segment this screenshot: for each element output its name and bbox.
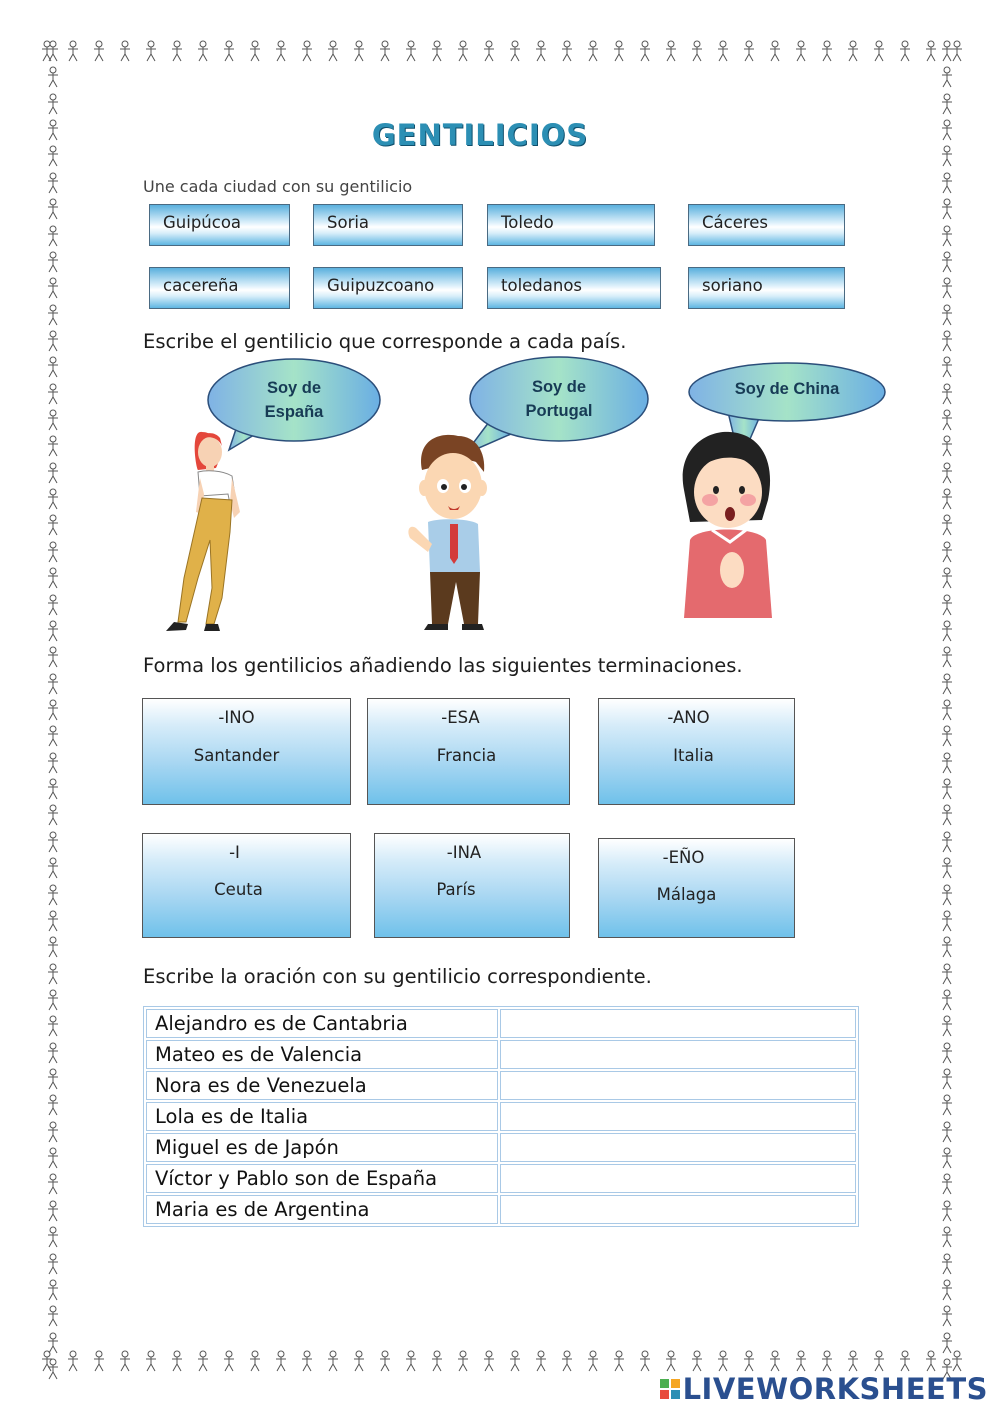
figure-border-icon bbox=[482, 40, 496, 62]
suffix-box-i[interactable] bbox=[142, 833, 351, 938]
figure-border-icon bbox=[940, 567, 954, 589]
figure-border-icon bbox=[46, 488, 60, 510]
city-chip-soria[interactable]: Soria bbox=[313, 204, 463, 246]
figure-border-icon bbox=[46, 673, 60, 695]
figure-border-icon bbox=[248, 1350, 262, 1372]
figure-border-icon bbox=[46, 1068, 60, 1090]
city-chip-guipucoa[interactable]: Guipúcoa bbox=[149, 204, 290, 246]
suffix-label: -ESA bbox=[441, 708, 480, 727]
figure-border-icon bbox=[940, 989, 954, 1011]
figure-border-icon bbox=[940, 1147, 954, 1169]
figure-border-icon bbox=[898, 40, 912, 62]
figure-border-icon bbox=[560, 1350, 574, 1372]
figure-border-icon bbox=[46, 1015, 60, 1037]
answer-input[interactable] bbox=[501, 1010, 855, 1037]
figure-border-icon bbox=[898, 1350, 912, 1372]
figure-border-icon bbox=[940, 172, 954, 194]
figure-border-icon bbox=[940, 804, 954, 826]
figure-border-icon bbox=[46, 1226, 60, 1248]
figure-border-icon bbox=[690, 1350, 704, 1372]
figure-border-icon bbox=[46, 1279, 60, 1301]
figure-border-icon bbox=[248, 40, 262, 62]
liveworksheets-logo[interactable] bbox=[660, 1372, 988, 1406]
figure-border-icon bbox=[940, 1305, 954, 1327]
figure-border-icon bbox=[46, 752, 60, 774]
answer-input[interactable] bbox=[501, 1041, 855, 1068]
figure-border-icon bbox=[940, 514, 954, 536]
figure-border-icon bbox=[404, 40, 418, 62]
figure-border-icon bbox=[560, 40, 574, 62]
bubble-text-line1: Soy de bbox=[531, 378, 587, 396]
figure-border-icon bbox=[118, 40, 132, 62]
figure-border-icon bbox=[940, 936, 954, 958]
sentence-table bbox=[143, 1006, 859, 1227]
figure-border-icon bbox=[46, 514, 60, 536]
figure-border-icon bbox=[940, 304, 954, 326]
figure-border-icon bbox=[820, 1350, 834, 1372]
figure-border-icon bbox=[940, 409, 954, 431]
speech-bubble-portugal bbox=[469, 356, 649, 442]
figure-border-icon bbox=[46, 198, 60, 220]
figure-border-icon bbox=[940, 225, 954, 247]
page-border-left bbox=[40, 40, 66, 1380]
figure-border-icon bbox=[940, 1279, 954, 1301]
figure-border-icon bbox=[170, 1350, 184, 1372]
figure-border-icon bbox=[46, 1042, 60, 1064]
answer-cell bbox=[500, 1009, 856, 1038]
answer-input[interactable] bbox=[501, 1165, 855, 1192]
figure-border-icon bbox=[118, 1350, 132, 1372]
answer-cell bbox=[500, 1195, 856, 1224]
figure-border-icon bbox=[66, 40, 80, 62]
place-label: Italia bbox=[673, 746, 714, 765]
figure-border-icon bbox=[46, 277, 60, 299]
figure-border-icon bbox=[46, 963, 60, 985]
figure-border-icon bbox=[940, 462, 954, 484]
city-chip-caceres[interactable]: Cáceres bbox=[688, 204, 845, 246]
figure-border-icon bbox=[940, 93, 954, 115]
girl-illustration bbox=[676, 430, 776, 622]
suffix-label: -EÑO bbox=[662, 848, 705, 867]
figure-border-icon bbox=[940, 1200, 954, 1222]
suffix-box-ino[interactable] bbox=[142, 698, 351, 805]
figure-border-icon bbox=[300, 1350, 314, 1372]
woman-illustration bbox=[160, 428, 255, 634]
figure-border-icon bbox=[940, 725, 954, 747]
figure-border-icon bbox=[820, 40, 834, 62]
figure-border-icon bbox=[46, 646, 60, 668]
figure-border-icon bbox=[638, 40, 652, 62]
figure-border-icon bbox=[664, 40, 678, 62]
figure-border-icon bbox=[742, 40, 756, 62]
speech-bubble-china bbox=[688, 362, 886, 422]
figure-border-icon bbox=[456, 1350, 470, 1372]
figure-border-icon bbox=[534, 1350, 548, 1372]
figure-border-icon bbox=[46, 93, 60, 115]
figure-border-icon bbox=[612, 40, 626, 62]
figure-border-icon bbox=[940, 699, 954, 721]
figure-border-icon bbox=[46, 66, 60, 88]
table-row bbox=[146, 1133, 856, 1162]
logo-text: LIVEWORKSHEETS bbox=[682, 1372, 988, 1406]
figure-border-icon bbox=[46, 725, 60, 747]
figure-border-icon bbox=[170, 40, 184, 62]
figure-border-icon bbox=[46, 330, 60, 352]
figure-border-icon bbox=[940, 963, 954, 985]
figure-border-icon bbox=[940, 778, 954, 800]
figure-border-icon bbox=[508, 40, 522, 62]
answer-input[interactable] bbox=[501, 1196, 855, 1223]
figure-border-icon bbox=[940, 831, 954, 853]
figure-border-icon bbox=[46, 1305, 60, 1327]
figure-border-icon bbox=[46, 409, 60, 431]
figure-border-icon bbox=[66, 1350, 80, 1372]
figure-border-icon bbox=[940, 488, 954, 510]
sentence-cell: Miguel es de Japón bbox=[146, 1133, 498, 1162]
figure-border-icon bbox=[46, 831, 60, 853]
answer-input[interactable] bbox=[501, 1134, 855, 1161]
sentence-cell: Alejandro es de Cantabria bbox=[146, 1009, 498, 1038]
figure-border-icon bbox=[940, 198, 954, 220]
figure-border-icon bbox=[940, 594, 954, 616]
figure-border-icon bbox=[46, 304, 60, 326]
figure-border-icon bbox=[144, 40, 158, 62]
suffix-box-ano[interactable] bbox=[598, 698, 795, 805]
instruction-match: Une cada ciudad con su gentilicio bbox=[143, 177, 413, 196]
figure-border-icon bbox=[940, 884, 954, 906]
figure-border-icon bbox=[716, 1350, 730, 1372]
demonym-chip-guipuzcoano[interactable]: Guipuzcoano bbox=[313, 267, 463, 309]
figure-border-icon bbox=[274, 40, 288, 62]
suffix-label: -INA bbox=[446, 843, 482, 862]
figure-border-icon bbox=[794, 1350, 808, 1372]
table-row bbox=[146, 1040, 856, 1069]
figure-border-icon bbox=[46, 383, 60, 405]
figure-border-icon bbox=[46, 778, 60, 800]
figure-border-icon bbox=[46, 40, 60, 62]
suffix-box-ina[interactable] bbox=[374, 833, 570, 938]
bubble-text-line2: España bbox=[264, 403, 324, 421]
figure-border-icon bbox=[940, 673, 954, 695]
figure-border-icon bbox=[940, 857, 954, 879]
demonym-chip-soriano[interactable]: soriano bbox=[688, 267, 845, 309]
figure-border-icon bbox=[46, 225, 60, 247]
answer-cell bbox=[500, 1164, 856, 1193]
figure-border-icon bbox=[46, 462, 60, 484]
figure-border-icon bbox=[46, 356, 60, 378]
figure-border-icon bbox=[46, 699, 60, 721]
figure-border-icon bbox=[940, 752, 954, 774]
figure-border-icon bbox=[430, 40, 444, 62]
figure-border-icon bbox=[940, 1332, 954, 1354]
place-label: Málaga bbox=[656, 885, 717, 904]
figure-border-icon bbox=[940, 383, 954, 405]
figure-border-icon bbox=[482, 1350, 496, 1372]
instruction-country: Escribe el gentilicio que corresponde a cada país. bbox=[143, 330, 627, 353]
figure-border-icon bbox=[46, 1200, 60, 1222]
figure-border-icon bbox=[940, 910, 954, 932]
bubble-text-line1: Soy de bbox=[266, 379, 322, 397]
table-row bbox=[146, 1102, 856, 1131]
figure-border-icon bbox=[940, 1042, 954, 1064]
table-row bbox=[146, 1164, 856, 1193]
figure-border-icon bbox=[872, 1350, 886, 1372]
figure-border-icon bbox=[940, 646, 954, 668]
sentence-cell: Víctor y Pablo son de España bbox=[146, 1164, 498, 1193]
figure-border-icon bbox=[508, 1350, 522, 1372]
figure-border-icon bbox=[940, 1253, 954, 1275]
sentence-cell: Nora es de Venezuela bbox=[146, 1071, 498, 1100]
figure-border-icon bbox=[940, 277, 954, 299]
figure-border-icon bbox=[638, 1350, 652, 1372]
figure-border-icon bbox=[46, 620, 60, 642]
answer-input[interactable] bbox=[501, 1072, 855, 1099]
figure-border-icon bbox=[378, 1350, 392, 1372]
answer-cell bbox=[500, 1071, 856, 1100]
bubble-text-line1: Soy de China bbox=[734, 380, 840, 398]
figure-border-icon bbox=[46, 1147, 60, 1169]
page-border-right bbox=[934, 40, 960, 1380]
figure-border-icon bbox=[940, 435, 954, 457]
man-illustration bbox=[406, 432, 502, 632]
figure-border-icon bbox=[940, 356, 954, 378]
figure-border-icon bbox=[300, 40, 314, 62]
figure-border-icon bbox=[690, 40, 704, 62]
figure-border-icon bbox=[352, 40, 366, 62]
figure-border-icon bbox=[46, 910, 60, 932]
figure-border-icon bbox=[92, 1350, 106, 1372]
figure-border-icon bbox=[46, 1094, 60, 1116]
page-title: GENTILICIOS bbox=[371, 118, 589, 152]
figure-border-icon bbox=[872, 40, 886, 62]
figure-border-icon bbox=[768, 40, 782, 62]
figure-border-icon bbox=[940, 1068, 954, 1090]
figure-border-icon bbox=[716, 40, 730, 62]
sentence-cell: Lola es de Italia bbox=[146, 1102, 498, 1131]
answer-input[interactable] bbox=[501, 1103, 855, 1130]
figure-border-icon bbox=[742, 1350, 756, 1372]
figure-border-icon bbox=[940, 1015, 954, 1037]
figure-border-icon bbox=[46, 594, 60, 616]
figure-border-icon bbox=[92, 40, 106, 62]
sentence-cell: Mateo es de Valencia bbox=[146, 1040, 498, 1069]
figure-border-icon bbox=[940, 66, 954, 88]
figure-border-icon bbox=[46, 1173, 60, 1195]
figure-border-icon bbox=[46, 251, 60, 273]
figure-border-icon bbox=[612, 1350, 626, 1372]
figure-border-icon bbox=[940, 1121, 954, 1143]
figure-border-icon bbox=[456, 40, 470, 62]
figure-border-icon bbox=[46, 857, 60, 879]
figure-border-icon bbox=[46, 1358, 60, 1380]
page-border-top bbox=[40, 40, 964, 66]
figure-border-icon bbox=[940, 1226, 954, 1248]
suffix-box-esa[interactable] bbox=[367, 698, 570, 805]
figure-border-icon bbox=[46, 172, 60, 194]
place-label: Ceuta bbox=[214, 880, 263, 899]
figure-border-icon bbox=[794, 40, 808, 62]
figure-border-icon bbox=[430, 1350, 444, 1372]
instruction-sentences: Escribe la oración con su gentilicio correspondiente. bbox=[143, 965, 652, 988]
figure-border-icon bbox=[222, 1350, 236, 1372]
figure-border-icon bbox=[144, 1350, 158, 1372]
demonym-chip-cacerena[interactable]: cacereña bbox=[149, 267, 290, 309]
figure-border-icon bbox=[46, 1121, 60, 1143]
figure-border-icon bbox=[46, 1332, 60, 1354]
figure-border-icon bbox=[404, 1350, 418, 1372]
figure-border-icon bbox=[326, 1350, 340, 1372]
figure-border-icon bbox=[586, 40, 600, 62]
figure-border-icon bbox=[46, 541, 60, 563]
figure-border-icon bbox=[46, 884, 60, 906]
answer-cell bbox=[500, 1040, 856, 1069]
demonym-chip-toledanos[interactable]: toledanos bbox=[487, 267, 661, 309]
figure-border-icon bbox=[46, 804, 60, 826]
place-label: París bbox=[436, 880, 476, 899]
figure-border-icon bbox=[46, 1253, 60, 1275]
table-row bbox=[146, 1071, 856, 1100]
sentence-cell: Maria es de Argentina bbox=[146, 1195, 498, 1224]
figure-border-icon bbox=[940, 1173, 954, 1195]
instruction-suffixes: Forma los gentilicios añadiendo las siguientes terminaciones. bbox=[143, 654, 743, 677]
figure-border-icon bbox=[846, 40, 860, 62]
suffix-label: -I bbox=[229, 843, 240, 862]
figure-border-icon bbox=[534, 40, 548, 62]
figure-border-icon bbox=[940, 541, 954, 563]
figure-border-icon bbox=[940, 251, 954, 273]
figure-border-icon bbox=[352, 1350, 366, 1372]
figure-border-icon bbox=[46, 567, 60, 589]
figure-border-icon bbox=[940, 330, 954, 352]
table-row bbox=[146, 1009, 856, 1038]
figure-border-icon bbox=[664, 1350, 678, 1372]
figure-border-icon bbox=[846, 1350, 860, 1372]
figure-border-icon bbox=[586, 1350, 600, 1372]
answer-cell bbox=[500, 1133, 856, 1162]
place-label: Santander bbox=[193, 746, 280, 765]
figure-border-icon bbox=[940, 620, 954, 642]
figure-border-icon bbox=[46, 435, 60, 457]
table-row bbox=[146, 1195, 856, 1224]
figure-border-icon bbox=[326, 40, 340, 62]
bubble-text-line2: Portugal bbox=[525, 402, 593, 420]
city-chip-toledo[interactable]: Toledo bbox=[487, 204, 655, 246]
suffix-box-eno[interactable] bbox=[598, 838, 795, 938]
figure-border-icon bbox=[940, 1094, 954, 1116]
answer-cell bbox=[500, 1102, 856, 1131]
figure-border-icon bbox=[46, 989, 60, 1011]
logo-blocks-icon bbox=[660, 1379, 680, 1399]
figure-border-icon bbox=[940, 40, 954, 62]
figure-border-icon bbox=[274, 1350, 288, 1372]
suffix-label: -INO bbox=[218, 708, 255, 727]
figure-border-icon bbox=[222, 40, 236, 62]
figure-border-icon bbox=[768, 1350, 782, 1372]
figure-border-icon bbox=[46, 936, 60, 958]
figure-border-icon bbox=[196, 1350, 210, 1372]
figure-border-icon bbox=[378, 40, 392, 62]
suffix-label: -ANO bbox=[667, 708, 710, 727]
figure-border-icon bbox=[196, 40, 210, 62]
place-label: Francia bbox=[436, 746, 497, 765]
